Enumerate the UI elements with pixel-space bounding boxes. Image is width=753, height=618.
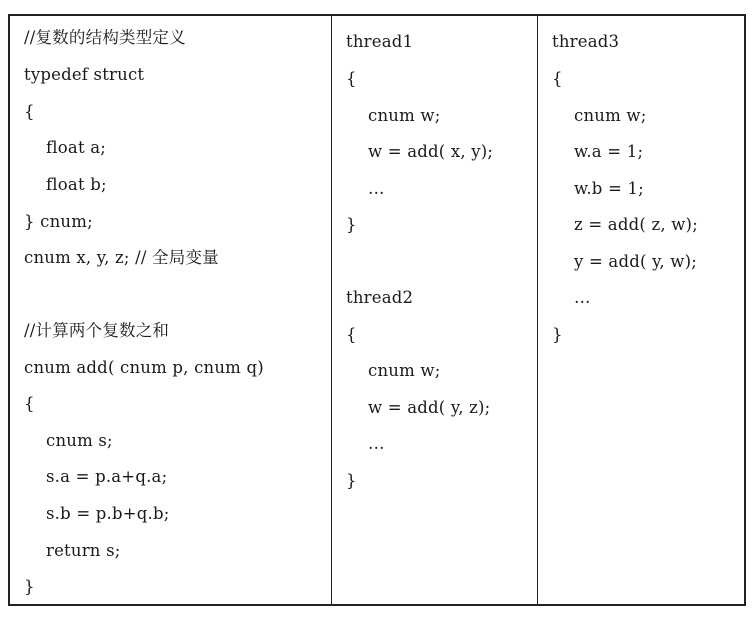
code-table (8, 14, 746, 606)
code-line: //复数的结构类型定义 (24, 28, 186, 47)
code-line: { (346, 69, 357, 88)
code-column-thread3 (538, 16, 744, 604)
code-line: w = add( y, z); (368, 398, 491, 417)
code-line: thread1 (346, 32, 414, 51)
code-line: return s; (46, 541, 121, 560)
code-line: thread3 (552, 32, 620, 51)
code-line: cnum x, y, z; // 全局变量 (24, 248, 219, 267)
code-line: cnum add( cnum p, cnum q) (24, 358, 264, 377)
code-line: w = add( x, y); (368, 142, 494, 161)
code-line: { (346, 325, 357, 344)
code-line: … (574, 288, 591, 307)
code-line: //计算两个复数之和 (24, 321, 170, 340)
code-line: } (346, 471, 357, 490)
code-line: … (368, 179, 385, 198)
code-line: s.a = p.a+q.a; (46, 467, 168, 486)
code-line: thread2 (346, 288, 414, 307)
code-line: float b; (46, 175, 107, 194)
code-line: z = add( z, w); (574, 215, 698, 234)
code-line: s.b = p.b+q.b; (46, 504, 170, 523)
code-line: cnum w; (368, 361, 441, 380)
code-column-thread1-thread2 (332, 16, 538, 604)
code-line: … (368, 434, 385, 453)
code-line: } (24, 577, 35, 596)
code-line: cnum w; (368, 106, 441, 125)
code-line: w.b = 1; (574, 179, 644, 198)
code-line: y = add( y, w); (574, 252, 698, 271)
code-column-struct-and-add (10, 16, 332, 604)
code-line: cnum s; (46, 431, 113, 450)
code-line: } (346, 215, 357, 234)
code-line: typedef struct (24, 65, 145, 84)
code-line: w.a = 1; (574, 142, 644, 161)
code-line: } (552, 325, 563, 344)
code-line: cnum w; (574, 106, 647, 125)
code-line: float a; (46, 138, 107, 157)
code-line: { (24, 102, 35, 121)
code-line: { (552, 69, 563, 88)
code-line: { (24, 394, 35, 413)
code-line: } cnum; (24, 212, 93, 231)
